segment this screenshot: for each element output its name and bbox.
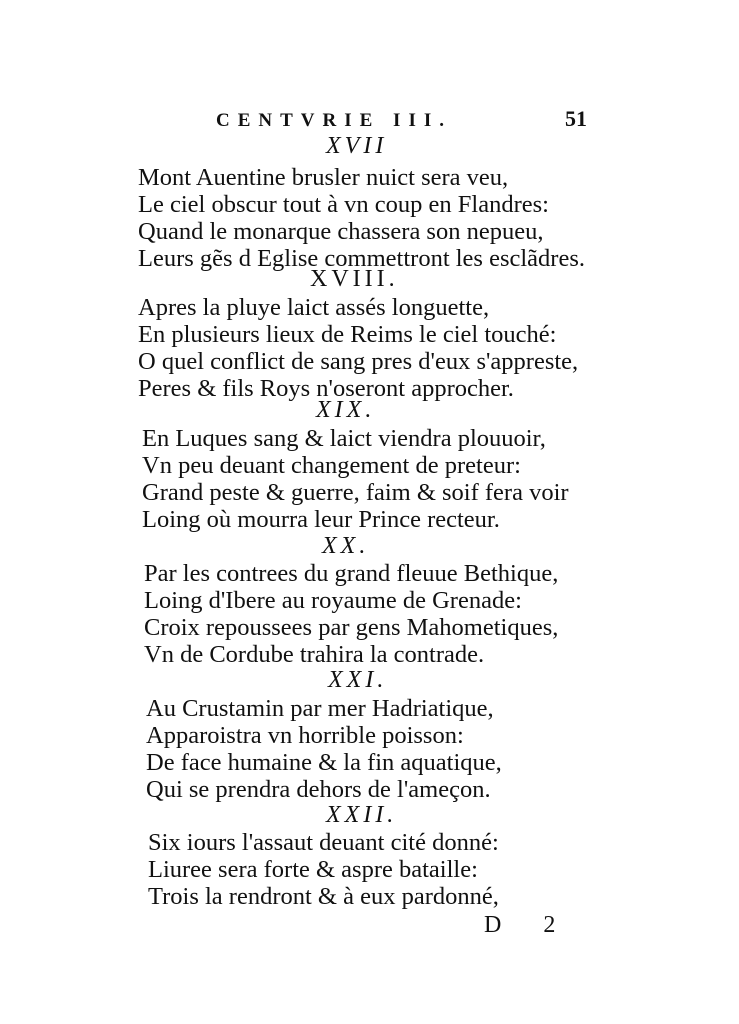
verse-line: Quand le monarque chassera son nepueu, xyxy=(138,218,544,245)
verse-line: O quel conflict de sang pres d'eux s'appreste, xyxy=(138,348,579,375)
quatrain-numeral: XVII xyxy=(326,133,388,159)
verse-line: En Luques sang & laict viendra plouuoir, xyxy=(142,425,546,452)
quatrain-numeral: XXI. xyxy=(328,667,388,693)
running-head: CENTVRIE III. xyxy=(216,110,452,131)
verse-line: En plusieurs lieux de Reims le ciel touché: xyxy=(138,321,557,348)
verse-line: Le ciel obscur tout à vn coup en Flandres: xyxy=(138,191,549,218)
verse-line: Mont Auentine brusler nuict sera veu, xyxy=(138,164,509,191)
verse-line: Vn peu deuant changement de preteur: xyxy=(142,452,521,479)
quatrain-numeral: XIX. xyxy=(316,397,376,423)
verse-line: Six iours l'assaut deuant cité donné: xyxy=(148,829,499,856)
verse-line: Par les contrees du grand fleuue Bethique, xyxy=(144,560,559,587)
verse-line: Apres la pluye laict assés longuette, xyxy=(138,294,490,321)
quatrain-numeral: XX. xyxy=(322,533,370,559)
quatrain-numeral: XXII. xyxy=(326,802,398,828)
verse-line: De face humaine & la fin aquatique, xyxy=(146,749,502,776)
verse-line: Trois la rendront & à eux pardonné, xyxy=(148,883,499,910)
verse-line: Au Crustamin par mer Hadriatique, xyxy=(146,695,494,722)
verse-line: Loing où mourra leur Prince recteur. xyxy=(142,506,500,533)
verse-line: Vn de Cordube trahira la contrade. xyxy=(144,641,485,668)
verse-line: Leurs gẽs d Eglise commettront les esclãdres. xyxy=(138,245,585,272)
quatrain-numeral: XVIII. xyxy=(310,266,399,292)
page-number: 51 xyxy=(565,106,587,131)
verse-line: Apparoistra vn horrible poisson: xyxy=(146,722,464,749)
verse-line: Grand peste & guerre, faim & soif fera voir xyxy=(142,479,569,506)
verse-line: Loing d'Ibere au royaume de Grenade: xyxy=(144,587,522,614)
verse-line: Liuree sera forte & aspre bataille: xyxy=(148,856,478,883)
verse-line: Qui se prendra dehors de l'ameçon. xyxy=(146,776,491,803)
verse-line: Peres & fils Roys n'oseront approcher. xyxy=(138,375,514,402)
signature-mark: D 2 xyxy=(484,912,574,938)
verse-line: Croix repoussees par gens Mahometiques, xyxy=(144,614,559,641)
